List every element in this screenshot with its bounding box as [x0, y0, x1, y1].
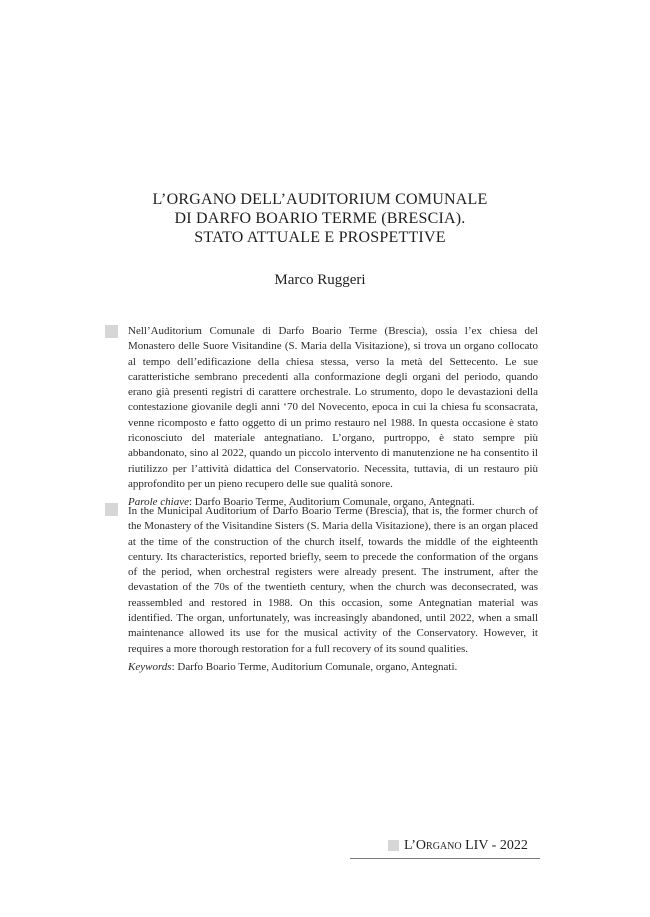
running-footer: [404, 837, 528, 854]
abstract-it-marker: [105, 325, 118, 338]
keywords-list-it: : Darfo Boario Terme, Auditorium Comunale, organo, Antegnati.: [188, 496, 475, 509]
title-line-3: STATO ATTUALE E PROSPETTIVE: [194, 229, 446, 246]
abstract-italian-body: Nell’Auditorium Comunale di Darfo Boario Terme (Brescia), ossia l’ex chiesa del Monastero delle Suore Visitandine (S. Maria della Visitazione), si trova un organo collocato al tempo dell’edificazione della chiesa stessa, verso la metà del Settecento. Le sue caratteristiche sembrano precedenti alla conformazione degli organi del periodo, quando erano già presenti registri di carattere orchestrale. Lo strumento, dopo le devastazioni della contestazione giovanile degli anni ‘70 del Novecento, epoca in cui la chiesa fu sconsacrata, venne ricomposto e fatto oggetto di un primo restauro nel 1988. In questa occasione è stato riconosciuto del materiale antegnatiano. L’organo, purtroppo, è stato sempre più abbandonato, sino al 2022, quando un piccolo intervento di manutenzione ne ha consentito il riutilizzo per l’attività didattica del Conservatorio. Necessita, tuttavia, di un restauro più approfondito per un pieno recupero delle sue qualità sonore.: [128, 325, 538, 490]
author-name: Marco Ruggeri: [274, 272, 366, 288]
abstract-en-marker: [105, 503, 118, 516]
title-line-1: L’ORGANO DELL’AUDITORIUM COMUNALE: [152, 191, 488, 208]
abstract-italian: [128, 324, 538, 511]
footer-marker: [388, 840, 399, 851]
article-title: [100, 190, 540, 247]
abstract-english-body: In the Municipal Auditorium of Darfo Boario Terme (Brescia), that is, the former church of the Monastery of the Visitandine Sisters (S. Maria della Visitazione), there is an organ placed at the time of the construction of the church itself, towards the middle of the eighteenth century. Its characteristics, reported briefly, seem to precede the conformation of the organs of the period, when orchestral registers were already present. The instrument, after the devastation of the 70s of the twentieth century, when the church was deconsecrated, was reassembled and restored in 1988. On this occasion, some Antegnatian material was identified. The organ, unfortunately, was increasingly abandoned, until 2022, when a small maintenance allowed its use for the musical activity of the Conservatory. However, it requires a more thorough restoration for a full recovery of its sound qualities.: [128, 505, 538, 655]
journal-issue: LIV - 2022: [461, 838, 528, 853]
abstract-english: [128, 504, 538, 675]
journal-name: L’Organo: [404, 838, 462, 853]
keywords-label-en: Keywords: [128, 660, 172, 673]
title-line-2: DI DARFO BOARIO TERME (BRESCIA).: [174, 210, 466, 227]
abstract-english-keywords: [128, 660, 538, 675]
keywords-list-en: : Darfo Boario Terme, Auditorium Comunale, organo, Antegnati.: [171, 660, 458, 673]
footer-rule: [350, 858, 540, 859]
keywords-label-it: Parole chiave: [128, 496, 189, 509]
